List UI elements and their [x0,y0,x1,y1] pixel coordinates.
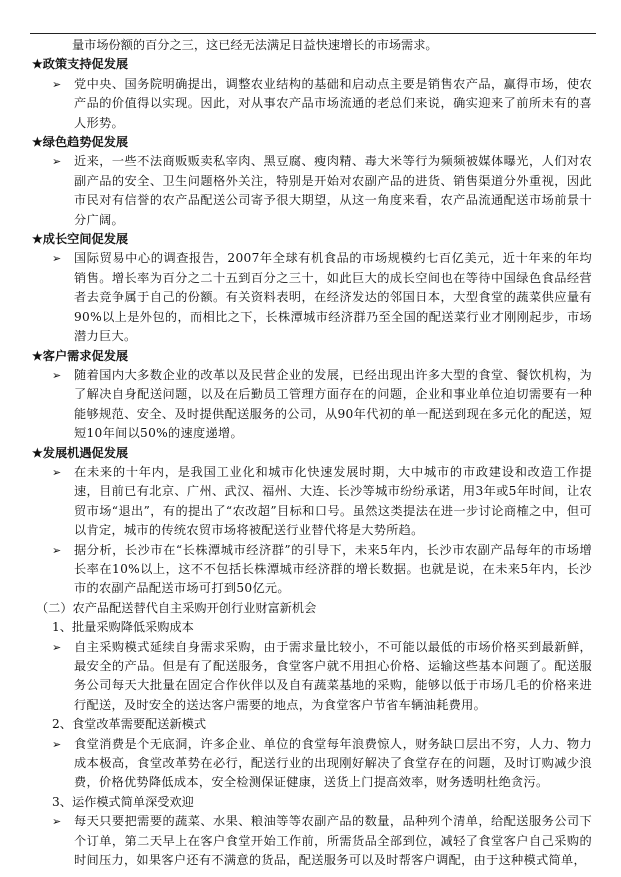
list-item [52,638,592,716]
document-body [32,36,592,870]
arrow-bullet-icon: ➢ [52,543,62,557]
section-opportunity [32,444,592,599]
star-icon: ★ [32,232,43,247]
list-item [52,75,592,133]
section-heading: ★ 绿色趋势促发展 [32,133,592,152]
bullet-text: 据分析，长沙市在“长株潭城市经济群”的引导下，未来5年内，长沙市农副产品每年的市场增长率在10%以上，这不不包括长株潭城市经济群的增长数据。也就是说，在未来5年内，长沙市的农副产品配送市场可打到50亿元。 [74,542,592,596]
arrow-bullet-icon: ➢ [52,155,62,169]
star-icon: ★ [32,348,43,363]
list-item [52,152,592,230]
arrow-bullet-icon: ➢ [52,77,62,91]
subsection-title: 1、批量采购降低采购成本 [52,620,194,635]
list-item [52,249,592,346]
bullet-text: 食堂消费是个无底洞，许多企业、单位的食堂每年浪费惊人，财务缺口层出不穷，人力、物力成本极高，食堂改革势在必行，配送行业的出现刚好解决了食堂存在的问题，及时订购减少浪费，价格优势降低成本，安全检测保证健康，送货上门提高效率，财务透明杜绝贪污。 [74,736,592,790]
section-growth [32,230,592,346]
star-icon: ★ [32,57,43,72]
bullet-text: 在未来的十年内，是我国工业化和城市化快速发展时期，大中城市的市政建设和改造工作提速，目前已有北京、广州、武汉、福州、大连、长沙等城市纷纷承诺，用3年或5年时间，让农贸市场“退出”，有的提出了“农改超”目标和口号。虽然这类提法在进一步讨论商榷之中，但可以肯定，城市的传统农贸市场将被配送行业替代将是大势所趋。 [74,464,592,538]
part-two-title: （二）农产品配送替代自主采购开创行业财富新机会 [36,600,317,615]
list-item [52,463,592,541]
section-heading: ★ 客户需求促发展 [32,347,592,366]
section-heading: ★ 政策支持促发展 [32,55,592,74]
bullet-text: 每天只要把需要的蔬菜、水果、粮油等等农副产品的数量，品种列个清单，给配送服务公司下个订单，第二天早上在客户食堂开始工作前，所需货品全部到位，减轻了食堂客户自己采购的时间压力，如果客户还有不满意的货品，配送服务可以及时帮客户调配，由于这种模式简单， [74,814,592,868]
arrow-bullet-icon: ➢ [52,640,62,654]
list-item [52,366,592,444]
section-heading: ★ 发展机遇促发展 [32,444,592,463]
list-item [52,812,592,870]
bullet-text: 党中央、国务院明确提出，调整农业结构的基础和启动点主要是销售农产品，赢得市场，使农产品的价值得以实现。因此，对从事农产品市场流通的老总们来说，确实迎来了前所未有的喜人形势。 [74,76,592,130]
section-green [32,133,592,230]
arrow-bullet-icon: ➢ [52,368,62,382]
subsection-title: 2、食堂改革需要配送新模式 [52,717,207,732]
section-heading: ★ 成长空间促发展 [32,230,592,249]
subsection-title: 3、运作模式简单深受欢迎 [52,794,194,809]
bullet-text: 近来，一些不法商贩贩卖私宰肉、黑豆腐、瘦肉精、毒大米等行为频频被媒体曝光，人们对农副产品的安全、卫生问题格外关注，特别是开始对农副产品的进货、销售渠道分外重视，因此市民对有信誉的农产品配送公司寄予很大期望，从这一角度来看，农产品流通配送市场前景十分广阔。 [74,154,592,227]
bullet-text: 随着国内大多数企业的改革以及民营企业的发展，已经出现出许多大型的食堂、餐饮机构，为了解决自身配送问题，以及在后勤员工管理方面存在的问题，企业和事业单位迫切需要有一种能够规范、安全、及时提供配送服务的公司，从90年代初的单一配送到现在多元化的配送，短短10年间以50%的速度递增。 [74,367,592,441]
star-icon: ★ [32,135,43,150]
list-item [52,735,592,793]
arrow-bullet-icon: ➢ [52,815,62,829]
section-customer [32,347,592,444]
intro-line: 量市场份额的百分之三，这已经无法满足日益快速增长的市场需求。 [72,38,438,52]
arrow-bullet-icon: ➢ [52,252,62,266]
bullet-text: 自主采购模式延续自身需求采购，由于需求量比较小，不可能以最低的市场价格买到最新鲜，最安全的产品。但是有了配送服务，食堂客户就不用担心价格、运输这些基本问题了。配送服务公司每天大批量在固定合作伙伴以及自有蔬菜基地的采购，能够以低于市场几毛的价格来进行配送，及时安全的送达客户需要的地点，为食堂客户节省车辆油耗费用。 [74,639,592,712]
list-item [52,541,592,599]
arrow-bullet-icon: ➢ [52,737,62,751]
bullet-text: 国际贸易中心的调查报告，2007年全球有机食品的市场规模约七百亿美元，近十年来的年均销售。增长率为百分之二十五到百分之三十，如此巨大的成长空间也在等待中国绿色食品经营者去竞争属于自己的份额。有关资料表明，在经济发达的邻国日本，大型食堂的蔬菜供应量有90%以上是外包的，而相比之下，长株潭城市经济群乃至全国的配送菜行业才刚刚起步，市场潜力巨大。 [74,251,592,344]
header-rule [30,33,596,34]
arrow-bullet-icon: ➢ [52,465,62,479]
section-policy [32,55,592,133]
star-icon: ★ [32,445,43,460]
